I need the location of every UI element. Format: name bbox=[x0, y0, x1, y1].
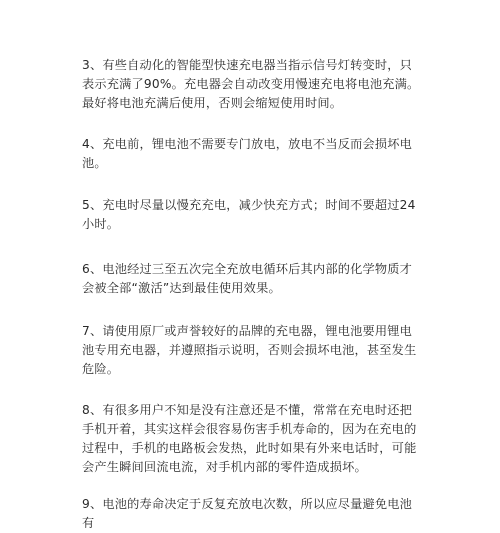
paragraph-7: 7、请使用原厂或声誉较好的品牌的充电器，锂电池要用锂电池专用充电器，并遵照指示说明，否则会损坏电池，甚至发生危险。 bbox=[82, 324, 417, 376]
paragraph-9: 9、电池的寿命决定于反复充放电次数，所以应尽量避免电池有 bbox=[82, 497, 413, 530]
paragraph-6: 6、电池经过三至五次完全充放电循环后其内部的化学物质才会被全部“激活”达到最佳使用效果。 bbox=[82, 262, 413, 295]
paragraph-4: 4、充电前，锂电池不需要专门放电，放电不当反而会损坏电池。 bbox=[82, 137, 413, 170]
paragraph-8: 8、有很多用户不知是没有注意还是不懂，常常在充电时还把手机开着，其实这样会很容易伤害手机寿命的，因为在充电的过程中，手机的电路板会发热，此时如果有外来电话时，可能会产生瞬间回流电流，对手机内部的零件造成损坏。 bbox=[82, 403, 417, 474]
paragraph-3: 3、有些自动化的智能型快速充电器当指示信号灯转变时，只表示充满了90%。充电器会自动改变用慢速充电将电池充满。最好将电池充满后使用，否则会缩短使用时间。 bbox=[82, 58, 420, 110]
paragraph-5: 5、充电时尽量以慢充充电，减少快充方式；时间不要超过24小时。 bbox=[82, 198, 416, 231]
